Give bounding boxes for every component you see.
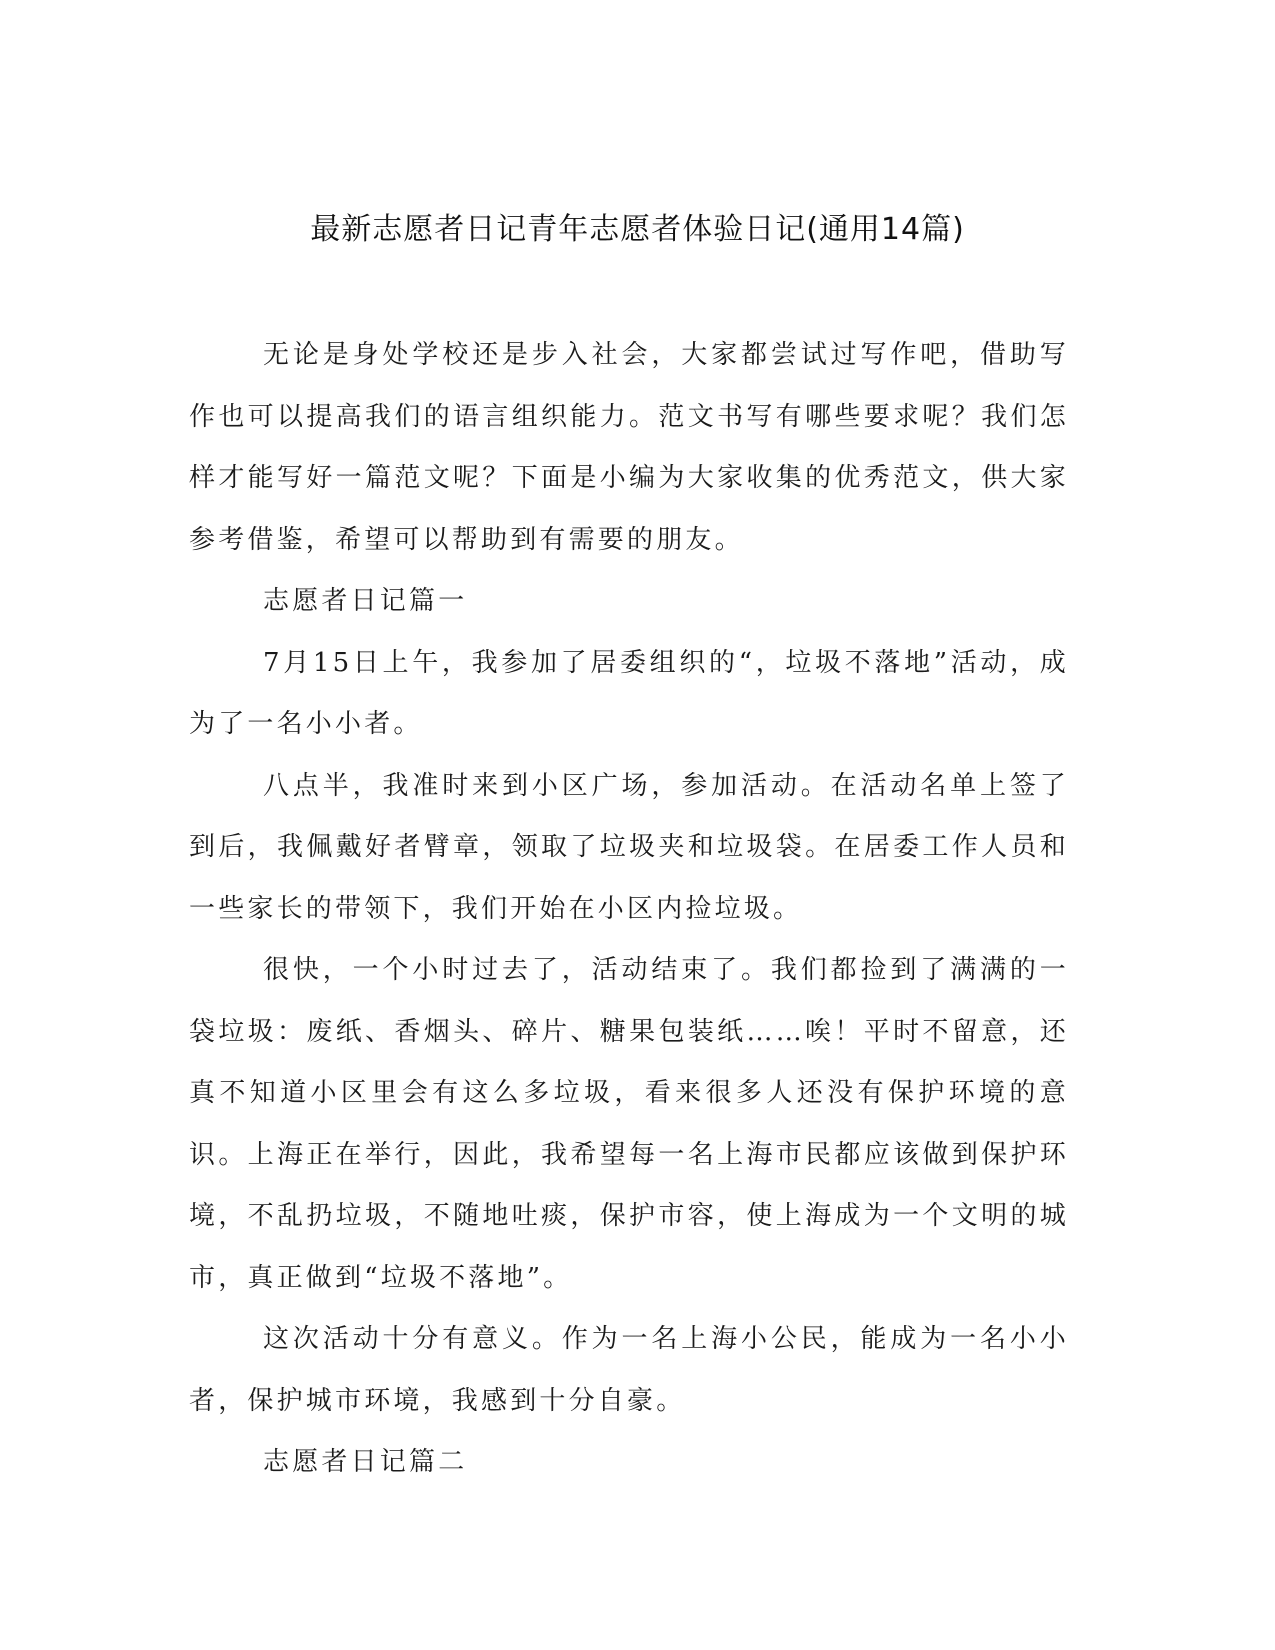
section-heading-2: 志愿者日记篇二 [263, 1447, 468, 1477]
body-paragraph: 很快，一个小时过去了，活动结束了。我们都捡到了满满的一袋垃圾：废纸、香烟头、碎片、糖果包装纸……唉！平时不留意，还真不知道小区里会有这么多垃圾，看来很多人还没有保护环境的意识。上海正在举行，因此，我希望每一名上海市民都应该做到保护环境，不乱扔垃圾，不随地吐痰，保护市容，使上海成为一个文明的城市，真正做到“垃圾不落地”。 [189, 955, 1069, 1293]
intro-paragraph: 无论是身处学校还是步入社会，大家都尝试过写作吧，借助写作也可以提高我们的语言组织能力。范文书写有哪些要求呢？我们怎样才能写好一篇范文呢？下面是小编为大家收集的优秀范文，供大家参考借鉴，希望可以帮助到有需要的朋友。 [189, 340, 1069, 555]
body-paragraph: 7月15日上午，我参加了居委组织的“，垃圾不落地”活动，成为了一名小小者。 [189, 647, 1069, 739]
section-heading-1: 志愿者日记篇一 [263, 586, 468, 616]
body-paragraph: 这次活动十分有意义。作为一名上海小公民，能成为一名小小者，保护城市环境，我感到十分自豪。 [189, 1324, 1069, 1416]
body-paragraph: 八点半，我准时来到小区广场，参加活动。在活动名单上签了到后，我佩戴好者臂章，领取了垃圾夹和垃圾袋。在居委工作人员和一些家长的带领下，我们开始在小区内捡垃圾。 [189, 770, 1069, 924]
document-body [189, 325, 1069, 1494]
document-title: 最新志愿者日记青年志愿者体验日记(通用14篇) [310, 212, 965, 247]
